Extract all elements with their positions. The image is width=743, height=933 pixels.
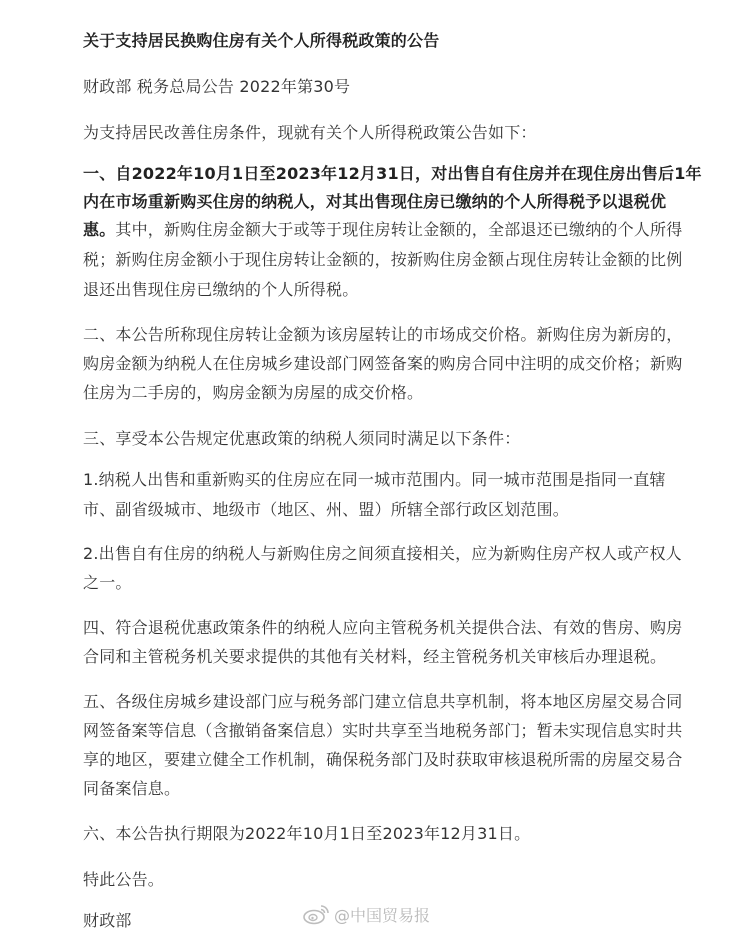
clause-1-bold-end: 惠。 (83, 220, 116, 239)
intro-paragraph: 为支持居民改善住房条件，现就有关个人所得税政策公告如下： (83, 123, 537, 142)
clause-5-line-1: 五、各级住房城乡建设部门应与税务部门建立信息共享机制，将本地区房屋交易合同 (83, 692, 683, 711)
clause-5-line-2: 网签备案等信息（含撤销备案信息）实时共享至当地税务部门；暂未实现信息实时共 (83, 721, 683, 740)
clause-1-line-3-rest: 其中，新购住房金额大于或等于现住房转让金额的，全部退还已缴纳的个人所得 (115, 220, 683, 239)
watermark-text: @中国贸易报 (334, 905, 431, 925)
clause-6: 六、本公告执行期限为2022年10月1日至2023年12月31日。 (83, 824, 531, 843)
clause-5-line-3: 享的地区，要建立健全工作机制，确保税务部门及时获取审核退税所需的房屋交易合 (83, 750, 683, 769)
clause-2-line-2: 购房金额为纳税人在住房城乡建设部门网签备案的购房合同中注明的成交价格；新购 (83, 354, 683, 373)
clause-5-line-4: 同备案信息。 (83, 779, 181, 798)
signature: 财政部 (83, 911, 132, 930)
document-title: 关于支持居民换购住房有关个人所得税政策的公告 (83, 31, 440, 50)
clause-1-line-5: 退还出售现住房已缴纳的个人所得税。 (83, 280, 359, 299)
clause-1-line-4: 税；新购住房金额小于现住房转让金额的，按新购住房金额占现住房转让金额的比例 (83, 250, 683, 269)
clause-4-line-2: 合同和主管税务机关要求提供的其他有关材料，经主管税务机关审核后办理退税。 (83, 647, 667, 666)
condition-2-line-1: 2.出售自有住房的纳税人与新购住房之间须直接相关，应为新购住房产权人或产权人 (83, 544, 682, 563)
issuer-line: 财政部 税务总局公告 2022年第30号 (83, 77, 351, 96)
clause-1-line-2: 内在市场重新购买住房的纳税人，对其出售现住房已缴纳的个人所得税予以退税优 (83, 192, 667, 211)
clause-1-line-3 (83, 220, 682, 240)
weibo-watermark (302, 902, 430, 926)
weibo-icon (302, 903, 330, 925)
condition-1-line-1: 1.纳税人出售和重新购买的住房应在同一城市范围内。同一城市范围是指同一直辖 (83, 470, 666, 489)
condition-1-line-2: 市、副省级城市、地级市（地区、州、盟）所辖全部行政区划范围。 (83, 500, 570, 519)
clause-2-line-1: 二、本公告所称现住房转让金额为该房屋转让的市场成交价格。新购住房为新房的， (83, 325, 683, 344)
closing-line: 特此公告。 (83, 870, 165, 889)
condition-2-line-2: 之一。 (83, 573, 132, 592)
clause-3-heading: 三、享受本公告规定优惠政策的纳税人须同时满足以下条件： (83, 429, 521, 448)
clause-1-line-1: 一、自2022年10月1日至2023年12月31日，对出售自有住房并在现住房出售后1年 (83, 164, 702, 183)
clause-4-line-1: 四、符合退税优惠政策条件的纳税人应向主管税务机关提供合法、有效的售房、购房 (83, 618, 683, 637)
clause-2-line-3: 住房为二手房的，购房金额为房屋的成交价格。 (83, 383, 424, 402)
